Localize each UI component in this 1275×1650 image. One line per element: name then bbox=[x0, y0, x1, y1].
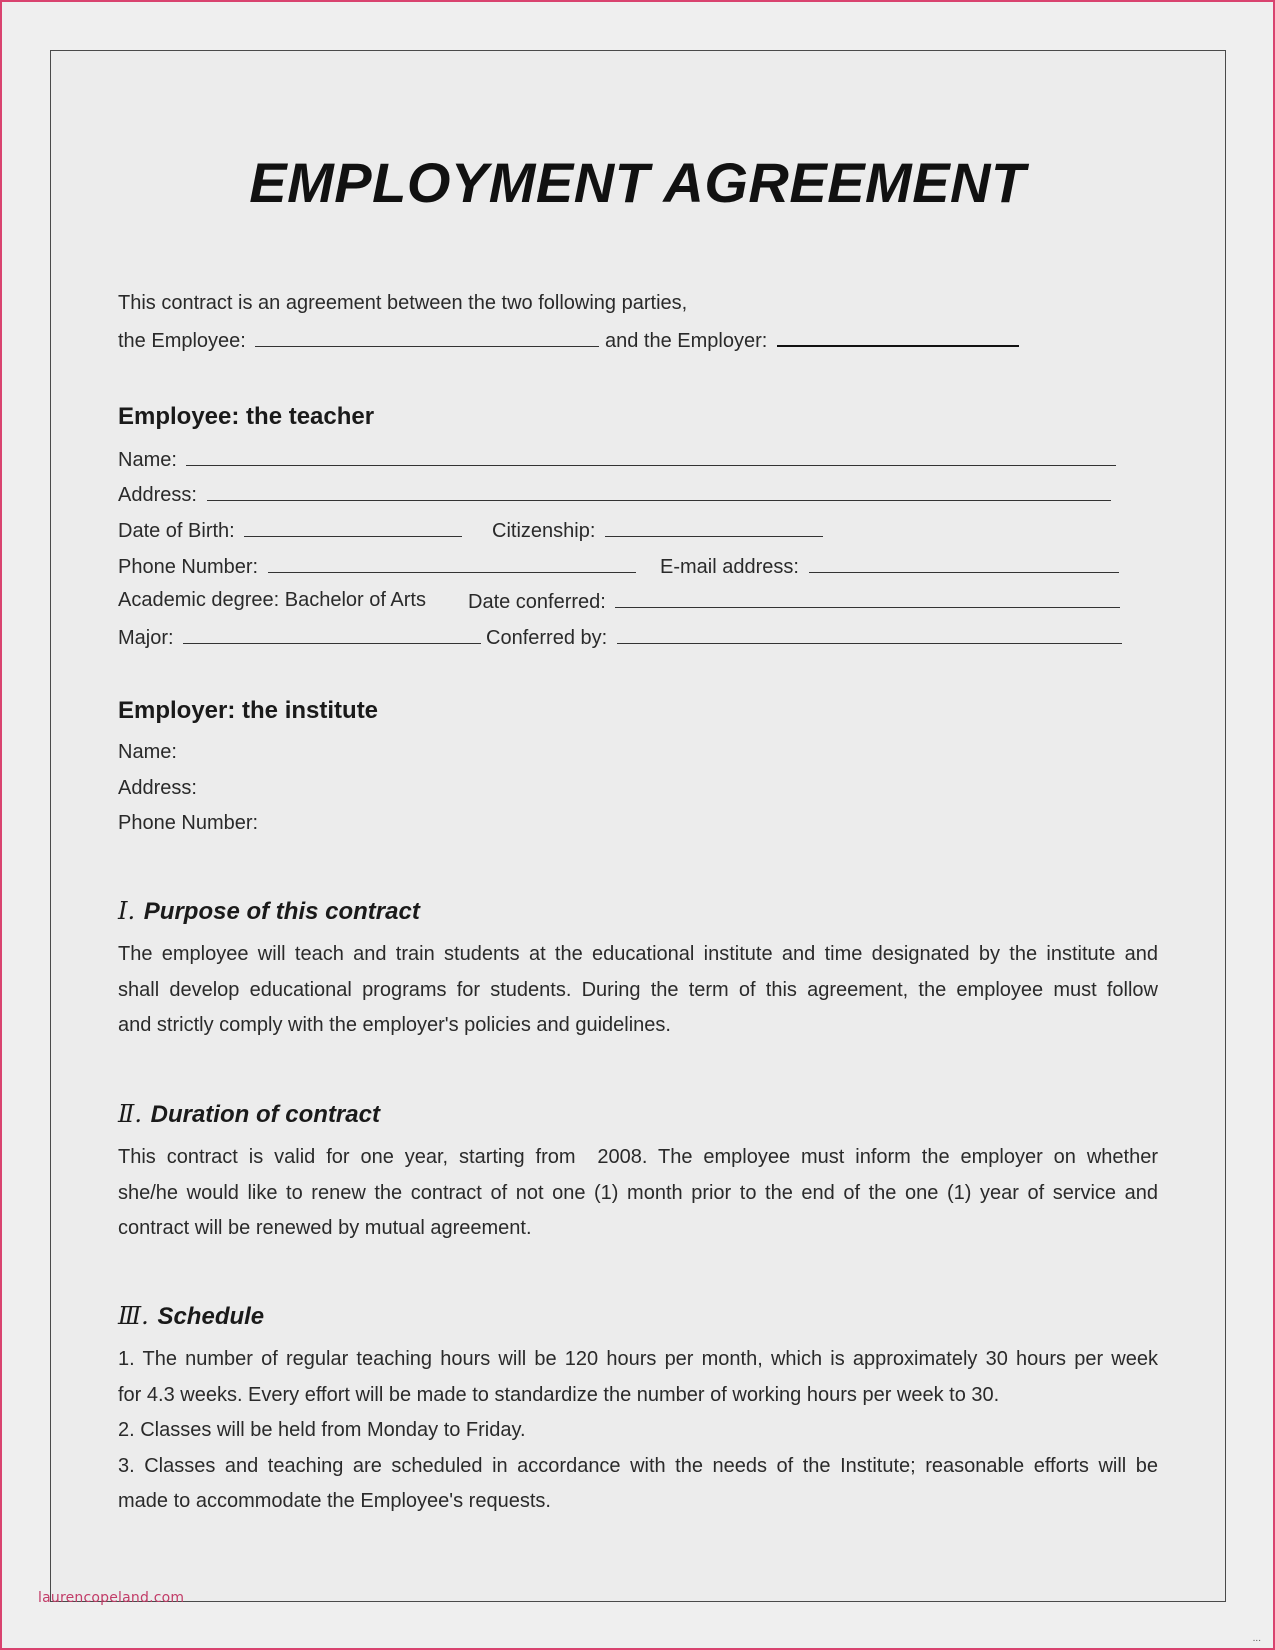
employer-party-label: and the Employer: bbox=[604, 330, 768, 352]
section-title: Duration of contract bbox=[150, 1101, 380, 1128]
section-paragraph bbox=[118, 1342, 1158, 1520]
paragraph-line: This contract is valid for one year, starting from 2008. The employee must inform the employer on whether bbox=[118, 1146, 1158, 1168]
employee-party-blank[interactable] bbox=[255, 328, 599, 347]
paragraph-line: she/he would like to renew the contract of not one (1) month prior to the end of the one (1) year of service and bbox=[118, 1181, 1158, 1204]
employer-heading: Employer: the institute bbox=[118, 697, 379, 724]
employer-party-blank[interactable] bbox=[777, 327, 1019, 347]
paragraph-line: shall develop educational programs for students. During the term of this agreement, the employee must follow bbox=[118, 978, 1158, 1001]
corner-mark: ... bbox=[1252, 1633, 1261, 1644]
paragraph-line: and strictly comply with the employer's policies and guidelines. bbox=[118, 1014, 671, 1036]
employee-date-conferred-row bbox=[468, 589, 1120, 614]
employee-name-row bbox=[118, 447, 1116, 472]
employee-party-label: the Employee: bbox=[118, 330, 246, 352]
paragraph-line: 1. The number of regular teaching hours will be 120 hours per month, which is approximately 30 hours per week bbox=[118, 1348, 1158, 1370]
employee-major-field[interactable] bbox=[183, 625, 481, 644]
employee-conferred-by-row bbox=[486, 625, 1122, 650]
intro-line: This contract is an agreement between the two following parties, bbox=[118, 292, 688, 314]
employee-date-conferred-label: Date conferred: bbox=[468, 591, 606, 613]
employee-name-field[interactable] bbox=[186, 447, 1116, 466]
document-title: EMPLOYMENT AGREEMENT bbox=[249, 151, 1026, 214]
parties-line bbox=[118, 327, 1019, 353]
paragraph-line: made to accommodate the Employee's requests. bbox=[118, 1490, 551, 1512]
employee-citizenship-field[interactable] bbox=[605, 518, 823, 537]
employee-email-label: E-mail address: bbox=[660, 556, 799, 578]
employee-heading: Employee: the teacher bbox=[118, 403, 375, 430]
employee-phone-field[interactable] bbox=[268, 554, 636, 573]
section-paragraph bbox=[118, 1140, 1158, 1247]
employee-phone-row bbox=[118, 554, 636, 579]
section-numeral: Ⅲ. bbox=[118, 1302, 149, 1330]
employee-address-field[interactable] bbox=[207, 482, 1111, 501]
employee-degree-text: Academic degree: Bachelor of Arts bbox=[118, 589, 426, 611]
section-title: Purpose of this contract bbox=[143, 898, 420, 925]
employee-email-field[interactable] bbox=[809, 554, 1119, 573]
employee-email-row bbox=[660, 554, 1119, 579]
employee-dob-row bbox=[118, 518, 462, 543]
section-numeral: Ⅱ. bbox=[118, 1100, 142, 1128]
source-watermark: laurencopeland.com bbox=[38, 1590, 185, 1606]
employee-conferred-by-field[interactable] bbox=[617, 625, 1122, 644]
employee-address-row bbox=[118, 482, 1111, 507]
section-paragraph bbox=[118, 937, 1158, 1044]
employee-major-row bbox=[118, 625, 481, 650]
employee-major-label: Major: bbox=[118, 627, 174, 649]
employee-dob-field[interactable] bbox=[244, 518, 462, 537]
section-heading bbox=[118, 1302, 264, 1331]
employee-citizenship-row bbox=[492, 518, 823, 543]
paragraph-line: 2. Classes will be held from Monday to Friday. bbox=[118, 1419, 526, 1441]
employee-phone-label: Phone Number: bbox=[118, 556, 259, 578]
paragraph-line: The employee will teach and train students at the educational institute and time designated by the institute and bbox=[118, 943, 1158, 965]
section-title: Schedule bbox=[157, 1303, 265, 1330]
paragraph-line: 3. Classes and teaching are scheduled in accordance with the needs of the Institute; reasonable efforts will be bbox=[118, 1454, 1158, 1477]
employer-address-label: Address: bbox=[118, 777, 197, 799]
employer-name-label: Name: bbox=[118, 741, 177, 763]
section-numeral: Ⅰ. bbox=[118, 897, 136, 925]
section-heading bbox=[118, 897, 420, 926]
employee-name-label: Name: bbox=[118, 449, 177, 471]
paragraph-line: contract will be renewed by mutual agreement. bbox=[118, 1217, 532, 1239]
employee-citizenship-label: Citizenship: bbox=[492, 520, 596, 542]
employer-phone-label: Phone Number: bbox=[118, 812, 259, 834]
paragraph-line: for 4.3 weeks. Every effort will be made to standardize the number of working hours per week to 30. bbox=[118, 1383, 1000, 1406]
employee-address-label: Address: bbox=[118, 484, 197, 506]
employee-conferred-by-label: Conferred by: bbox=[486, 627, 608, 649]
employee-dob-label: Date of Birth: bbox=[118, 520, 235, 542]
employee-date-conferred-field[interactable] bbox=[615, 589, 1120, 608]
section-heading bbox=[118, 1100, 380, 1129]
